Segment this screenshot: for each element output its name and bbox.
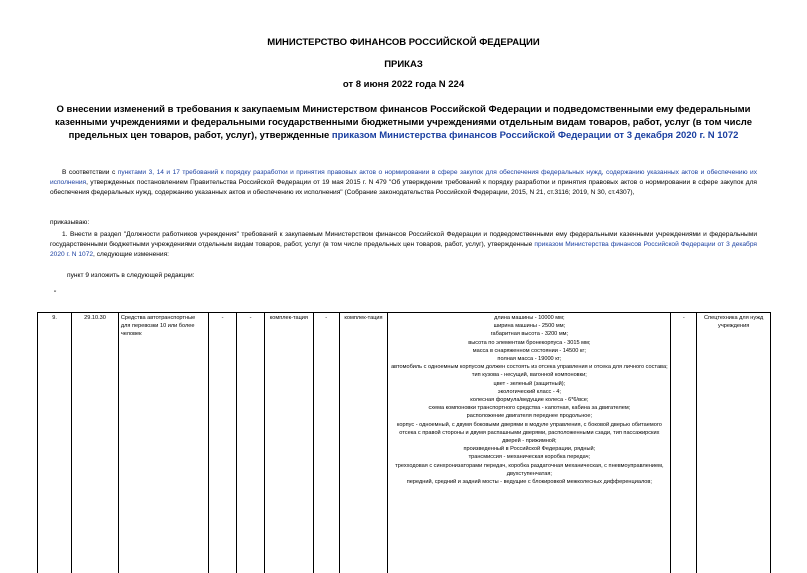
characteristic-line: трехходовая с синхронизаторами передач, коробка раздаточная механическая, с пневмоуправлением, двухступенчатая;: [390, 462, 668, 478]
characteristic-line: расположение двигателя переднее продольное;: [390, 412, 668, 420]
characteristic-line: высота по элементам бронекорпуса - 3015 мм;: [390, 339, 668, 347]
requirements-table: [37, 312, 771, 573]
item-name: Средства автотранспортные для перевозки 10 или более человек: [118, 313, 208, 573]
ministry-heading: МИНИСТЕРСТВО ФИНАНСОВ РОССИЙСКОЙ ФЕДЕРАЦИИ: [0, 37, 807, 48]
document-type: ПРИКАЗ: [0, 59, 807, 70]
cell-dash-3: -: [313, 313, 339, 573]
document-date: от 8 июня 2022 года N 224: [0, 79, 807, 90]
characteristic-line: автомобиль с одноемным корпусом должен состоять из отсека управления и отсека для личного состава;: [390, 363, 668, 371]
item-1-text-end: , следующие изменения:: [93, 251, 169, 258]
row-number: 9.: [38, 313, 72, 573]
characteristic-name-2: комплек-тация: [339, 313, 388, 573]
orders-line: приказываю:: [50, 219, 89, 226]
characteristic-line: ширина машины - 2500 мм;: [390, 322, 668, 330]
characteristic-line: длина машины - 10000 мм;: [390, 314, 668, 322]
title-order-link[interactable]: приказом Министерства финансов Российской Федерации от 3 декабря 2020 г. N 1072: [332, 130, 739, 141]
characteristic-line: схема компоновки транспортного средства - капотная, кабина за двигателем;: [390, 404, 668, 412]
document-title-text: О внесении изменений в требования к закупаемым Министерством финансов Российской Федерации и подведомственными ему федеральными казенными учреждениями и федеральными государственными бюджетными учреждениями отдельным видам товаров, работ, услуг (в том числе предельных цен товаров, работ, услуг), утвержденные: [55, 104, 752, 141]
characteristic-name: комплек-тация: [265, 313, 314, 573]
item-1-order-link[interactable]: приказом Министерства финансов Российской Федерации от 3 декабря 2020 г. N 1072: [50, 241, 757, 258]
cell-dash-4: -: [671, 313, 697, 573]
basis-text-end: , утвержденных постановлением Правительства Российской Федерации от 19 мая 2015 г. N 479 "Об утверждении требований к порядку разработки и принятия правовых актов о нормировании в сфере закупок для обеспечения федеральных нужд, содержанию указанных актов и обеспечению их исполнения" (Собрание законодательства Российской Федерации, 2015, N 21, ст.3116; 2019, N 30, ст.4307),: [50, 179, 757, 196]
characteristic-line: трансмиссия - механическая коробка передач;: [390, 453, 668, 461]
characteristic-line: масса в снаряженном состоянии - 14500 кг;: [390, 347, 668, 355]
item-1-paragraph: [50, 230, 757, 260]
characteristic-line: колесная формула/ведущие колеса - 6*6/все;: [390, 396, 668, 404]
characteristic-line: произведенный в Российской Федерации, рядный;: [390, 445, 668, 453]
characteristic-line: полная масса - 19000 кг;: [390, 355, 668, 363]
characteristic-line: габаритная высота - 3200 мм;: [390, 330, 668, 338]
characteristic-line: корпус - одноемный, с двумя боковыми дверями в модуле управления, с боковой дверью обитаемого отсека с правой стороны и двумя распашными дверями, расположенными сзади, тип пассажирских дверей - прижимной;: [390, 421, 668, 446]
characteristic-line: тип кузова - несущий, вагонной компоновки;: [390, 371, 668, 379]
item-1-text-start: 1. Внести в раздел "Должности работников учреждения" требований к закупаемым Министерством финансов Российской Федерации и подведомственными ему федеральными казенными учреждениями и федеральными государственными бюджетными учреждениями отдельным видам товаров, работ, услуг (в том числе предельных цен товаров, работ, услуг), утвержденные: [50, 231, 757, 248]
characteristics-list: [388, 313, 671, 573]
characteristic-line: экологический класс - 4;: [390, 388, 668, 396]
cell-dash-1: -: [209, 313, 237, 573]
opening-quote: ": [54, 290, 56, 297]
characteristic-line: передний, средний и задний мосты - ведущие с блокировкой межколесных дифференциалов;: [390, 478, 668, 486]
okpd-code: 29.10.30: [72, 313, 119, 573]
requirements-link[interactable]: пунктами 3, 14 и 17 требований к порядку разработки и принятия правовых актов о нормировании в сфере закупок для обеспечения федеральных нужд, содержанию указанных актов и обеспечению их исполнения: [50, 169, 757, 186]
table-row: [38, 313, 771, 573]
cell-dash-2: -: [237, 313, 265, 573]
basis-paragraph: [50, 168, 757, 198]
characteristic-line: цвет - зеленый (защитный);: [390, 380, 668, 388]
point-9-line: пункт 9 изложить в следующей редакции:: [67, 272, 195, 279]
document-title: [50, 103, 757, 142]
purpose-note: Спецтехника для нужд учреждения: [697, 313, 771, 573]
basis-text-start: В соответствии с: [62, 169, 118, 176]
